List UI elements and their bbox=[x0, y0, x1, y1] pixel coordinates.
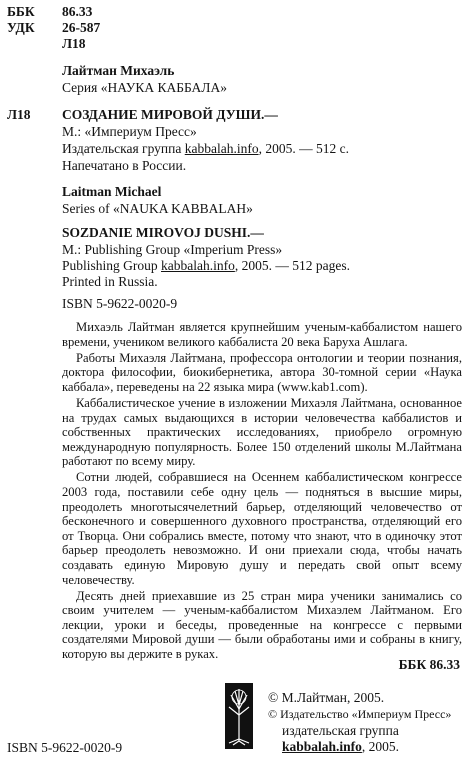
udk-label: УДК bbox=[7, 20, 35, 35]
annotation bbox=[62, 320, 462, 663]
publisher-group-en-text: Publishing Group bbox=[62, 258, 162, 273]
publisher-en: M.: Publishing Group «Imperium Press» bbox=[62, 242, 283, 257]
series-en: Series of «NAUKA KABBALAH» bbox=[62, 201, 253, 216]
publisher-group-ru-text: Издательская группа bbox=[62, 141, 185, 156]
title-ru: СОЗДАНИЕ МИРОВОЙ ДУШИ.— bbox=[62, 107, 278, 122]
bbk-value: 86.33 bbox=[62, 4, 93, 19]
publisher-group-en bbox=[62, 258, 350, 274]
cutter-code: Л18 bbox=[7, 107, 31, 122]
annotation-paragraph: Каббалистическое учение в изложении Михаэля Лайтмана, основанное на трудах самых выдающихся в истории человечества каббалистов и собственных практических исследованиях, приобрело огромную международную популярность. Более 150 отделений школы М.Лайтмана работают по всему миру. bbox=[62, 395, 462, 469]
annotation-paragraph: Сотни людей, собравшиеся на Осеннем каббалистическом конгрессе 2003 года, поставили себе одну цель — подняться в высшие миры, преодолеть многотысячелетний барьер, отделяющий человечество от бесконечного и совершенного духовного пространства, отделяющий его от Творца. Они собрались вместе, потому что знают, что в одиночку этот барьер преодолеть невозможно. И они приехали сюда, чтобы начать создавать единую Мировую душу и передать свой опыт всему человечеству. bbox=[62, 470, 462, 587]
kabbalah-link-en[interactable]: kabbalah.info bbox=[161, 258, 235, 273]
publisher-ru: М.: «Империум Пресс» bbox=[62, 124, 197, 139]
annotation-paragraph: Михаэль Лайтман является крупнейшим ученым-каббалистом нашего времени, учеником великого каббалиста 20 века Баруха Ашлага. bbox=[62, 320, 462, 349]
cutter-code-top: Л18 bbox=[62, 36, 86, 51]
copyright-year-text: , 2005. bbox=[361, 739, 400, 754]
annotation-paragraph: Десять дней приехавшие из 25 стран мира ученики занимались со своим учителем — ученым-каббалистом Михаэлем Лайтманом. Его лекции, уроки и беседы, проведенные на конгрессе с первыми создателями Мировой души — были обработаны ими и собраны в книгу, которую вы держите в руках. bbox=[62, 588, 462, 662]
author-ru: Лайтман Михаэль bbox=[62, 63, 175, 78]
copyright-group: издательская группа bbox=[282, 723, 399, 738]
printed-en: Printed in Russia. bbox=[62, 274, 158, 289]
series-ru: Серия «НАУКА КАББАЛА» bbox=[62, 80, 227, 95]
bbk-bottom: ББК 86.33 bbox=[398, 657, 460, 672]
copyright-publisher: © Издательство «Империум Пресс» bbox=[268, 707, 452, 721]
isbn-top: ISBN 5-9622-0020-9 bbox=[62, 296, 178, 311]
author-en: Laitman Michael bbox=[62, 184, 162, 199]
isbn-bottom: ISBN 5-9622-0020-9 bbox=[7, 740, 123, 755]
copyright-year bbox=[282, 739, 399, 755]
kabbalah-link-copyright[interactable]: kabbalah.info bbox=[282, 739, 362, 754]
udk-value: 26-587 bbox=[62, 20, 101, 35]
publisher-group-en-year: , 2005. — 512 pages. bbox=[234, 258, 350, 273]
publisher-group-ru-year: , 2005. — 512 с. bbox=[258, 141, 349, 156]
printed-ru: Напечатано в России. bbox=[62, 158, 187, 173]
bbk-label: ББК bbox=[7, 4, 35, 19]
annotation-paragraph: Работы Михаэля Лайтмана, профессора онтологии и теории познания, доктора философии, биокибернетика, автора 30-томной серии «Наука каббала», переведены на 22 языка мира (www.kab1.com). bbox=[62, 350, 462, 394]
kabbalah-link-ru[interactable]: kabbalah.info bbox=[184, 141, 259, 156]
copyright-author: © М.Лайтман, 2005. bbox=[268, 690, 385, 705]
publisher-group-ru bbox=[62, 141, 349, 157]
title-en: SOZDANIE MIROVOJ DUSHI.— bbox=[62, 225, 264, 240]
tree-logo-icon bbox=[225, 683, 253, 749]
